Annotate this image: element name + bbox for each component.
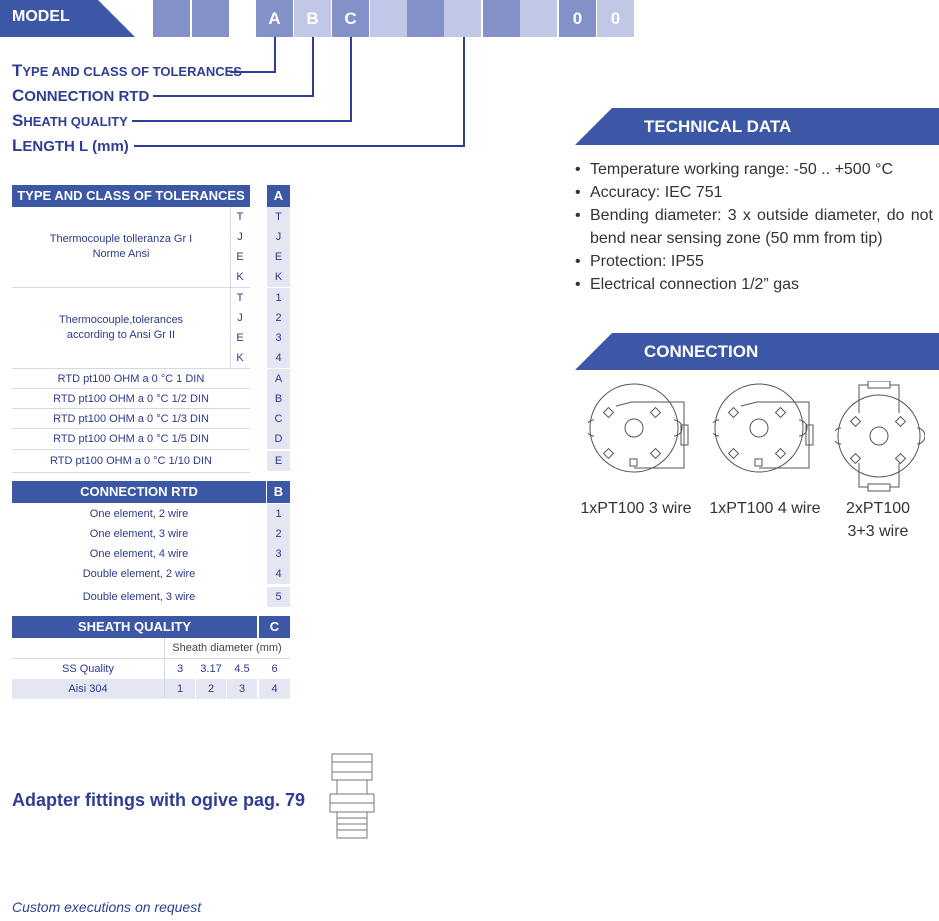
group2-type-j: J	[237, 312, 243, 324]
model-cell-a: A	[256, 0, 293, 37]
adapter-fittings-note: Adapter fittings with ogive pag. 79	[12, 790, 306, 810]
sheath-diameter-header: Sheath diameter (mm)	[172, 642, 282, 654]
group2-code-2: 2	[267, 308, 290, 328]
connection-row-label: One element, 2 wire	[89, 508, 189, 520]
group1-code-k: K	[267, 267, 290, 287]
group1-code-e: E	[267, 247, 290, 267]
connection-row-label: One element, 3 wire	[89, 528, 189, 540]
group2-label: Thermocouple,tolerances according to Ansi Gr II	[58, 314, 184, 341]
row-divider	[12, 472, 250, 473]
technical-item: • Bending diameter: 3 x outside diameter, do not bend near sensing zone (50 mm from tip)	[575, 204, 933, 250]
model-label: MODEL	[12, 8, 70, 25]
row-divider	[12, 449, 250, 450]
table-a-title: TYPE AND CLASS OF TOLERANCES	[12, 185, 250, 207]
diagram-label-4-wire: 1xPT100 4 wire	[709, 500, 821, 517]
table-b-code: B	[267, 481, 290, 503]
diagram-label-3-wire: 1xPT100 3 wire	[580, 500, 692, 517]
connection-title: CONNECTION	[644, 342, 759, 361]
model-cell-0b: 0	[597, 0, 634, 37]
diameter-value: 3.17	[200, 663, 222, 675]
rtd-row-code: B	[267, 389, 290, 409]
model-cell-b: B	[294, 0, 331, 37]
diameter-value: 4.5	[234, 663, 250, 675]
model-cell-l4	[483, 0, 520, 37]
connection-row-code: 3	[267, 544, 290, 564]
ss-quality-label: SS Quality	[62, 663, 114, 675]
row-divider	[12, 368, 250, 369]
diagram-label-double: 2xPT100 3+3 wire	[845, 500, 911, 540]
custom-executions-note: Custom executions on request	[12, 899, 202, 915]
row-divider	[12, 287, 250, 288]
connection-row-code: 1	[267, 504, 290, 524]
col-divider	[230, 207, 231, 367]
group1-code-j: J	[267, 227, 290, 247]
row-divider	[12, 428, 250, 429]
group1-code-t: T	[267, 207, 290, 227]
group2-type-k: K	[236, 352, 244, 364]
connection-row-label: One element, 4 wire	[89, 548, 189, 560]
group1-type-e: E	[236, 251, 244, 263]
group1-type-t: T	[236, 211, 244, 223]
group2-type-t: T	[236, 292, 244, 304]
group2-type-e: E	[236, 332, 244, 344]
rtd-row-label: RTD pt100 OHM a 0 °C 1/2 DIN	[53, 393, 209, 405]
connection-row-label: Double element, 3 wire	[82, 591, 196, 603]
model-cell-0a: 0	[559, 0, 596, 37]
aisi-code: 4	[259, 679, 290, 699]
rtd-row-code: A	[267, 369, 290, 389]
rtd-row-label: RTD pt100 OHM a 0 °C 1/5 DIN	[53, 433, 209, 445]
aisi-code: 3	[227, 679, 257, 699]
group2-code-1: 1	[267, 288, 290, 308]
aisi-label: Aisi 304	[12, 679, 164, 699]
wiring-diagram-3-wire-icon	[588, 380, 692, 480]
connection-banner	[575, 333, 939, 370]
rtd-row-label: RTD pt100 OHM a 0 °C 1 DIN	[57, 373, 205, 385]
technical-item: • Temperature working range: -50 .. +500 °C	[575, 158, 933, 181]
aisi-code: 1	[165, 679, 195, 699]
connection-row-code: 2	[267, 524, 290, 544]
group2-code-4: 4	[267, 348, 290, 368]
connection-row-label: Double element, 2 wire	[82, 568, 196, 580]
legend-length: LENGTH L (mm)	[12, 136, 129, 155]
technical-item: • Accuracy: IEC 751	[575, 181, 933, 204]
technical-item: • Protection: IP55	[575, 250, 933, 273]
legend-connection-rtd: CONNECTION RTD	[12, 86, 150, 105]
group1-label: Thermocouple tolleranza Gr I Norme Ansi	[49, 233, 193, 260]
diameter-value: 6	[271, 663, 278, 675]
legend-type-class: TYPE AND CLASS OF TOLERANCES	[12, 61, 242, 80]
table-c-code: C	[259, 616, 290, 638]
rtd-row-label: RTD pt100 OHM a 0 °C 1/10 DIN	[50, 455, 212, 467]
legend-sheath-quality: SHEATH QUALITY	[12, 111, 128, 130]
technical-item: • Electrical connection 1/2” gas	[575, 273, 933, 296]
wiring-diagram-double-icon	[835, 381, 925, 493]
aisi-code: 2	[196, 679, 226, 699]
group2-code-3: 3	[267, 328, 290, 348]
row-divider	[12, 388, 250, 389]
rtd-row-code: C	[267, 409, 290, 429]
table-a-code: A	[267, 185, 290, 207]
connection-row-code: 5	[267, 587, 290, 607]
group1-type-k: K	[236, 271, 244, 283]
model-cell-c: C	[332, 0, 369, 37]
table-c-title: SHEATH QUALITY	[12, 616, 257, 638]
wiring-diagram-4-wire-icon	[713, 380, 817, 480]
technical-data-list	[575, 158, 933, 296]
group1-type-j: J	[237, 231, 243, 243]
table-b-title: CONNECTION RTD	[12, 481, 266, 503]
diameter-value: 3	[176, 663, 184, 675]
model-cell-l5	[520, 0, 557, 37]
rtd-row-label: RTD pt100 OHM a 0 °C 1/3 DIN	[53, 413, 209, 425]
rtd-row-code: D	[267, 429, 290, 449]
connection-row-code: 4	[267, 564, 290, 584]
rtd-row-code: E	[267, 451, 290, 471]
row-divider	[12, 408, 250, 409]
technical-data-title: TECHNICAL DATA	[644, 117, 792, 136]
adapter-fitting-icon	[326, 752, 378, 842]
technical-data-banner	[575, 108, 939, 145]
